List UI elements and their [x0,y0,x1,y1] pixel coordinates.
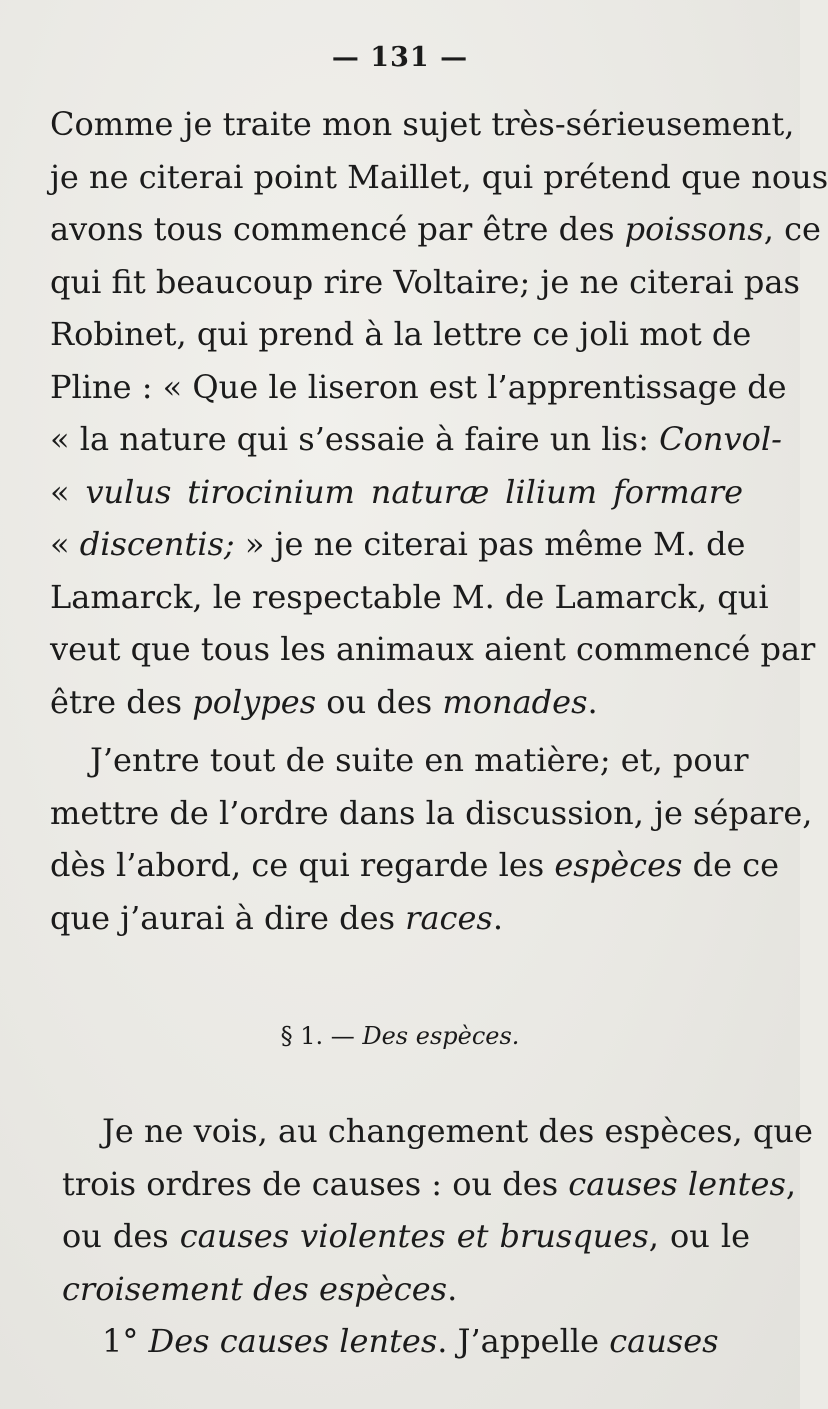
text-line [50,676,743,729]
text-span: 1° [102,1322,149,1360]
text-span: « [50,472,86,511]
text-line [50,98,795,151]
italic-text: monades [442,682,588,721]
text-span: « la nature qui s’essaie à faire un lis: [50,420,660,458]
text-line [50,256,800,309]
text-span: . [587,682,598,721]
italic-text: vulus tirocinium naturæ lilium formare [85,472,743,511]
text-span: Comme je traite mon sujet très-sérieusement, [50,105,795,143]
text-span: » je ne citerai pas même M. de [234,525,746,563]
text-span: . J’appelle [437,1322,610,1360]
text-span: qui fit beaucoup rire Voltaire; je ne citerai pas [50,262,800,301]
text-span: veut que tous les animaux aient commencé par [50,630,816,668]
text-span: Pline : « Que le liseron est l’apprentissage de [50,367,787,406]
text-span: mettre de l’ordre dans la discussion, je sépare, [50,793,813,832]
italic-text: croisement des espèces [62,1269,448,1308]
text-span: que j’aurai à dire des [50,898,406,937]
text-span: , [785,1164,797,1203]
section-title: Des espèces. [362,1022,520,1050]
text-line [62,1210,750,1263]
italic-text: espèces [554,846,683,884]
text-line [50,151,828,204]
text-span: « [50,525,80,563]
italic-text: discentis; [79,525,235,563]
italic-text: races [405,898,493,937]
section-number: § 1. — [280,1022,363,1050]
text-line [62,1158,797,1211]
text-line [50,308,752,361]
page-number: — 131 — [331,42,469,73]
text-span: je ne citerai point Maillet, qui prétend que nous [50,157,828,196]
text-span: , ce [763,210,821,248]
text-line [50,203,821,256]
text-span: de ce [682,846,780,884]
text-line [50,413,782,466]
text-line [62,1263,750,1316]
text-span: Lamarck, le respectable M. de Lamarck, qui [50,577,769,616]
text-span: . [492,898,503,937]
text-span: avons tous commencé par être des [50,210,625,248]
text-span: être des [50,682,193,721]
text-line [50,571,769,624]
section-heading [0,1022,800,1050]
text-line [62,1315,755,1368]
italic-text: Des causes lentes [148,1322,438,1360]
italic-text: Convol- [659,420,782,458]
italic-text: causes violentes et brusques [179,1217,649,1255]
paragraph-2 [50,734,813,944]
text-span: Robinet, qui prend à la lettre ce joli mot de [50,315,752,353]
paragraph-4 [62,1315,755,1368]
text-line [62,1105,813,1158]
text-span: trois ordres de causes : ou des [62,1164,569,1203]
paragraph-3 [62,1105,813,1315]
text-line [50,623,816,676]
text-span: , ou le [648,1217,751,1255]
text-span: ou des [316,682,443,721]
text-span: Je ne vois, au changement des espèces, que [102,1112,813,1150]
text-line [50,839,780,892]
text-line [50,734,749,787]
text-line [50,787,813,840]
italic-text: causes lentes [568,1164,786,1203]
text-line [50,466,743,519]
text-line [50,892,743,945]
text-span: dès l’abord, ce qui regarde les [50,846,555,884]
text-span: J’entre tout de suite en matière; et, pour [90,741,749,779]
text-line [50,518,746,571]
italic-text: poissons [624,210,764,248]
text-span: ou des [62,1217,180,1255]
text-span: . [447,1269,458,1308]
italic-text: causes [609,1322,719,1360]
paragraph-1 [50,98,828,728]
italic-text: polypes [192,682,317,721]
text-line [50,361,787,414]
